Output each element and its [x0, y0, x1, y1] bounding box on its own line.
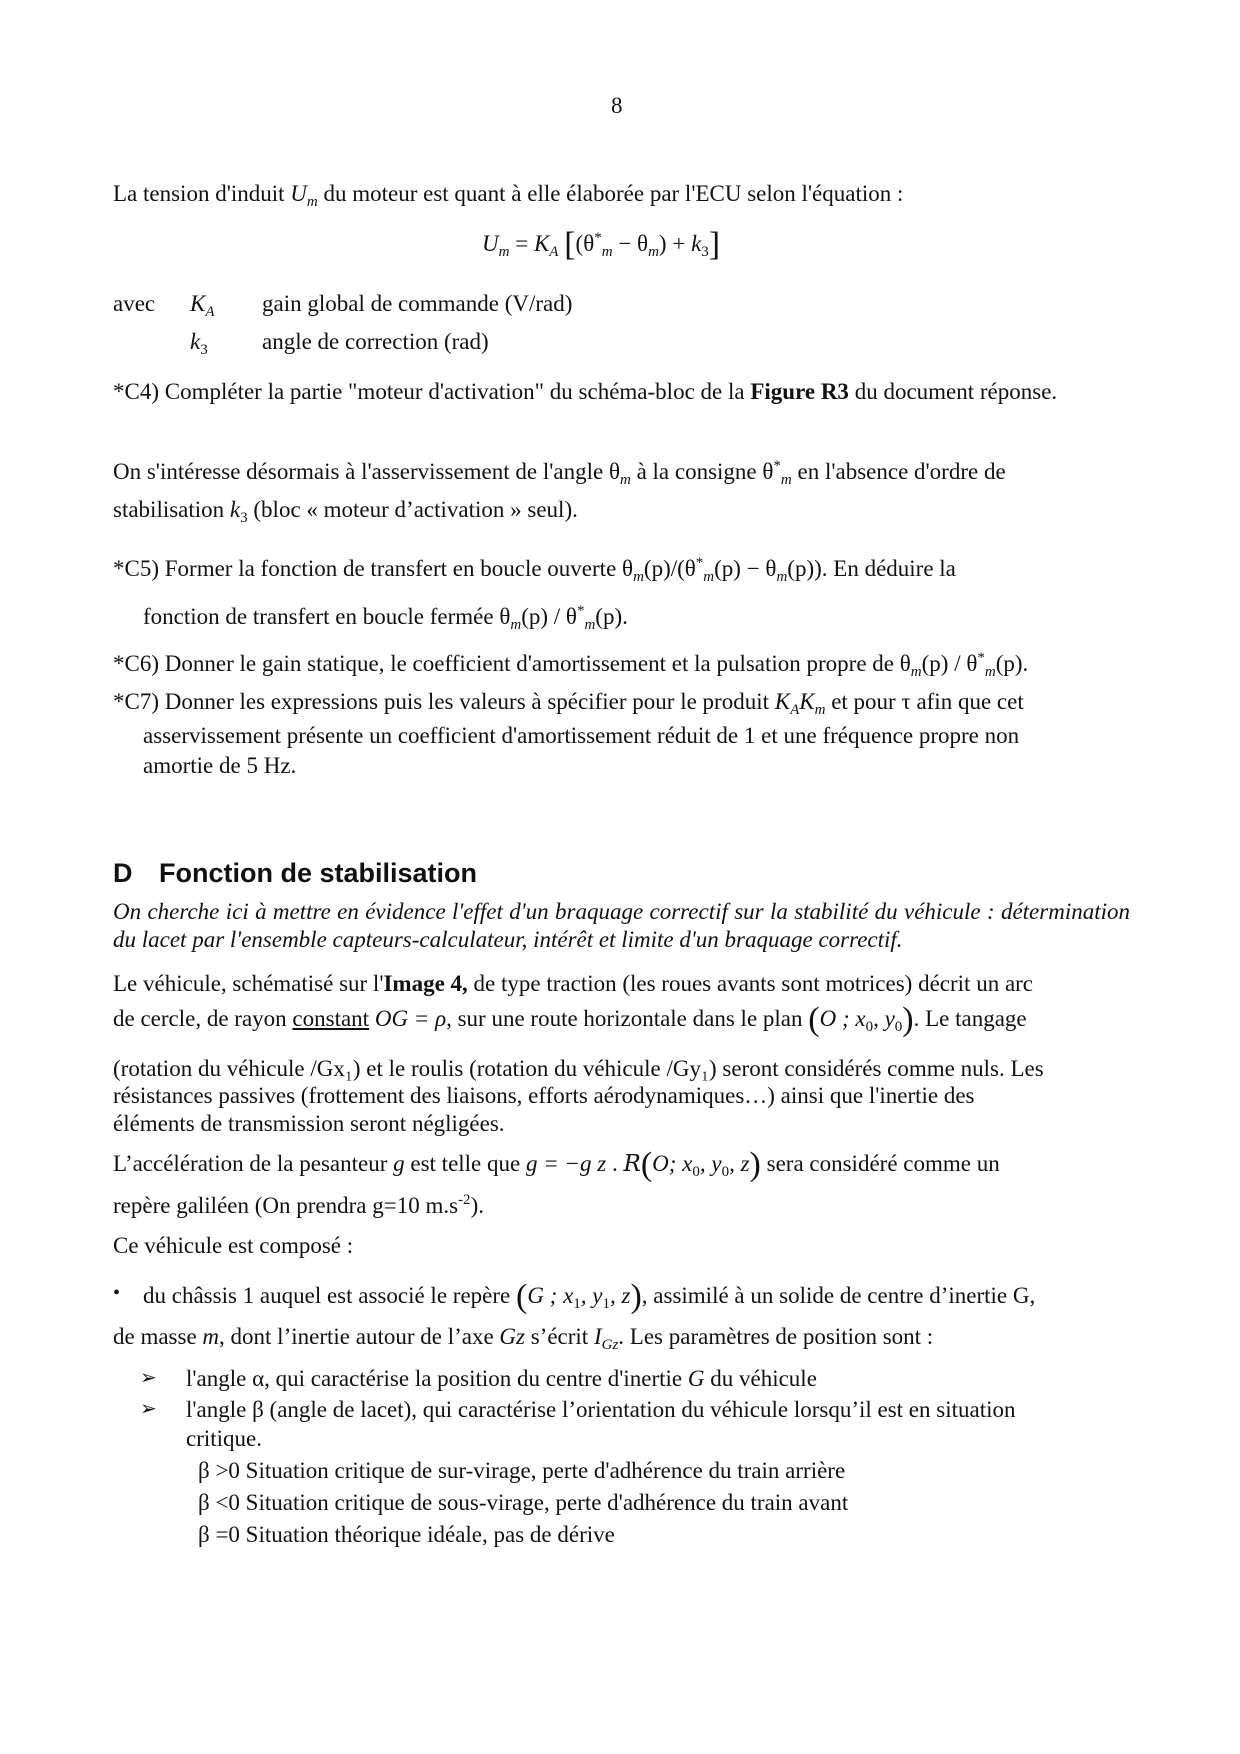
- arrow-bullet-icon: ➢: [140, 1398, 157, 1420]
- beta-line-3: β =0 Situation théorique idéale, pas de dérive: [198, 1522, 615, 1547]
- desc-ka: gain global de commande (V/rad): [262, 291, 573, 316]
- page-number: 8: [611, 93, 623, 118]
- question-c7-line1: *C7) Donner les expressions puis les valeurs à spécifier pour le produit $K_AK_m$ et pour τ afin que cet: [113, 689, 1024, 718]
- section-heading: D Fonction de stabilisation: [113, 858, 478, 888]
- avec-label: avec: [113, 291, 156, 316]
- question-c5-line2: fonction de transfert en boucle fermée $\theta_m(p) / \theta^*_m(p)$.: [143, 603, 628, 633]
- paragraph-vehicule-line1: Le véhicule, schématisé sur l'Image 4, de type traction (les roues avants sont motrices) décrit un arc: [113, 971, 1034, 996]
- desc-k3: angle de correction (rad): [262, 329, 489, 354]
- paragraph-tension: La tension d'induit $U_m$ du moteur est quant à elle élaborée par l'ECU selon l'équation :: [113, 181, 904, 210]
- paragraph-vehicule-line2: de cercle, de rayon constant OG = ρ, sur une route horizontale dans le plan (O ; $x_0$, $y_0$). Le tangage: [113, 1001, 1027, 1038]
- arrow-item-beta-line1: l'angle β (angle de lacet), qui caractérise l’orientation du véhicule lorsqu’il est en situation: [186, 1397, 1016, 1422]
- paragraph-vehicule-line3: (rotation du véhicule /Gx₁) et le roulis (rotation du véhicule /Gy₁) seront considérés comme nuls. Les: [113, 1056, 1044, 1081]
- question-c6: *C6) Donner le gain statique, le coefficient d'amortissement et la pulsation propre de $\theta_m(p) / \theta^*_m(p)$.: [113, 650, 1029, 680]
- beta-line-1: β >0 Situation critique de sur-virage, perte d'adhérence du train arrière: [198, 1458, 846, 1483]
- bullet-chassis-line2: de masse m, dont l’inertie autour de l’axe Gz s’écrit $I_{Gz}$. Les paramètres de position sont :: [113, 1324, 934, 1353]
- question-c7-line3: amortie de 5 Hz.: [143, 753, 297, 778]
- paragraph-compose: Ce véhicule est composé :: [113, 1233, 354, 1258]
- equation-um: $U_m = K_A$ $[(\theta^*_m - \theta_m) + k_3]$: [482, 226, 721, 263]
- paragraph-vehicule-line4: résistances passives (frottement des liaisons, efforts aérodynamiques…) ainsi que l'inertie des: [113, 1083, 975, 1108]
- question-c5-line1: *C5) Former la fonction de transfert en boucle ouverte $\theta_m(p)/(\theta^*_m(p) - \theta_m(p))$. En déduire la: [113, 555, 956, 585]
- symbol-ka: $K_A$: [190, 291, 215, 320]
- paragraph-pesanteur-line1: L’accélération de la pesanteur g est telle que g = −g z . R(O; $x_0$, $y_0$, z) sera considéré comme un: [113, 1146, 1000, 1183]
- symbol-k3: $k_3$: [190, 329, 208, 358]
- paragraph-vehicule-line5: éléments de transmission seront négligées.: [113, 1111, 505, 1136]
- section-intro: On cherche ici à mettre en évidence l'effet d'un braquage correctif sur la stabilité du véhicule : détermination du lacet par l'ensemble capteurs-calculateur, intérêt et limite d'un braquage correctif.: [113, 899, 1130, 952]
- arrow-item-beta-line2: critique.: [186, 1426, 262, 1451]
- arrow-item-alpha: l'angle α, qui caractérise la position du centre d'inertie G du véhicule: [186, 1366, 817, 1391]
- paragraph-asservissement-line2: stabilisation $k_3$ (bloc « moteur d’activation » seul).: [113, 497, 578, 526]
- question-c7-line2: asservissement présente un coefficient d'amortissement réduit de 1 et une fréquence propre non: [143, 723, 1020, 748]
- bullet-chassis-line1: du châssis 1 auquel est associé le repère (G ; $x_1$, $y_1$, z), assimilé à un solide de centre d’inertie G,: [143, 1278, 1036, 1315]
- beta-line-2: β <0 Situation critique de sous-virage, perte d'adhérence du train avant: [198, 1490, 849, 1515]
- arrow-bullet-icon: ➢: [140, 1367, 157, 1389]
- paragraph-pesanteur-line2: repère galiléen (On prendra g=10 $m.s^{-2}$).: [113, 1192, 484, 1218]
- bullet-icon: •: [113, 1282, 121, 1304]
- question-c4: *C4) Compléter la partie "moteur d'activation" du schéma-bloc de la Figure R3 du document réponse.: [113, 379, 1058, 404]
- paragraph-asservissement-line1: On s'intéresse désormais à l'asservissement de l'angle $\theta_m$ à la consigne $\theta^*_m$ en l'absence d'ordre de: [113, 458, 1006, 488]
